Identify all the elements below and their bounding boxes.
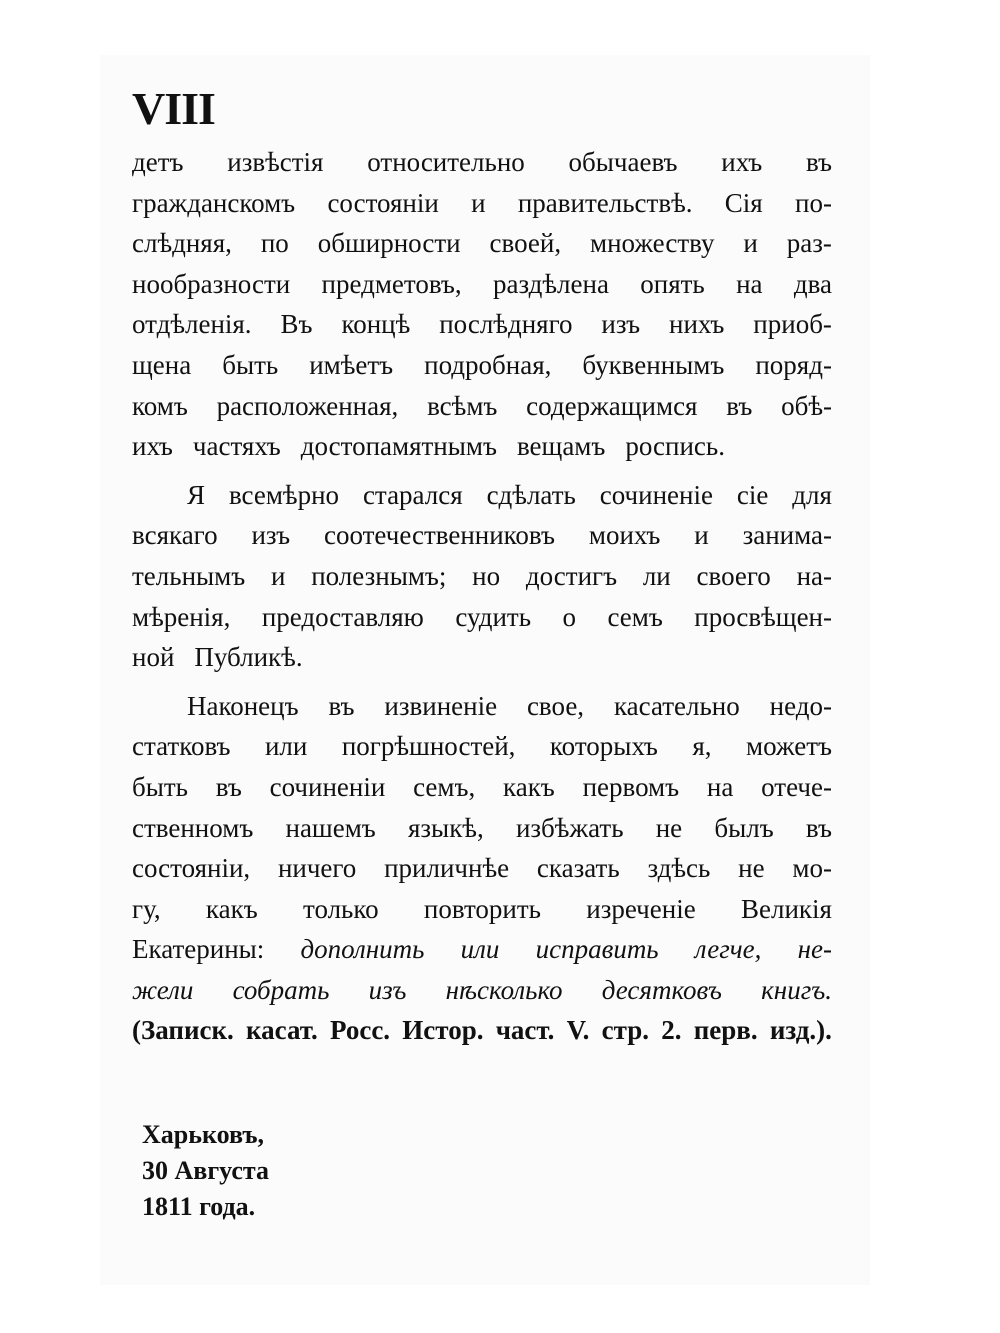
word: ничего <box>277 853 357 884</box>
word: мо- <box>792 853 832 884</box>
word: и <box>471 187 486 218</box>
text-line <box>132 767 832 808</box>
word: книгъ. <box>761 974 832 1005</box>
word: погрѣшностей, <box>341 731 516 762</box>
word: содержащимся <box>526 390 698 421</box>
body-text <box>132 142 832 1051</box>
word: извѣстія <box>227 147 324 177</box>
text-line <box>132 142 832 183</box>
word: дополнить <box>300 934 425 965</box>
text-line <box>132 686 832 727</box>
signature-year: 1811 года. <box>142 1192 256 1221</box>
word: сіе <box>736 479 769 510</box>
word: недо- <box>769 690 832 721</box>
word: обѣ- <box>781 390 832 421</box>
text-line <box>132 515 832 556</box>
paragraph-1 <box>132 142 832 467</box>
word: предметовъ, <box>321 268 462 299</box>
word: ной <box>132 642 175 673</box>
word: поряд- <box>755 349 832 380</box>
word: подробная, <box>424 349 552 380</box>
word: и <box>270 560 286 591</box>
word: можетъ <box>746 731 832 762</box>
word: относительно <box>367 147 525 177</box>
word: обширности <box>317 228 461 259</box>
text-line <box>132 223 832 264</box>
word: нѣсколько <box>445 974 563 1005</box>
word: отдѣленія. <box>132 309 252 340</box>
word: изъ <box>251 520 291 551</box>
word: но <box>472 560 501 591</box>
word: исправить <box>535 934 659 965</box>
word: о <box>562 601 576 632</box>
text-line <box>132 848 832 889</box>
word: ли <box>642 560 671 591</box>
word: своего <box>696 560 771 591</box>
word: послѣдняго <box>439 309 573 340</box>
word: въ <box>328 690 355 721</box>
word: тельнымъ <box>132 560 246 591</box>
word: Въ <box>280 309 313 340</box>
word: сочиненіе <box>599 479 713 510</box>
word: быть <box>222 349 279 380</box>
word: въ <box>726 390 753 421</box>
word: гражданскомъ <box>132 187 296 218</box>
word: въ <box>805 147 832 177</box>
word: касат. <box>246 1015 318 1046</box>
word: соотечественниковъ <box>324 520 555 551</box>
word: свое, <box>526 690 585 721</box>
word: какъ <box>503 771 555 802</box>
word: Публикѣ. <box>194 642 303 673</box>
word: ихъ <box>721 147 763 177</box>
word: сказать <box>536 853 620 884</box>
text-line <box>132 264 832 305</box>
word: касательно <box>613 690 740 721</box>
word: перв. <box>693 1015 758 1046</box>
word: какъ <box>205 893 258 924</box>
word: и <box>694 520 709 551</box>
word: по- <box>795 187 832 218</box>
word: предоставляю <box>261 601 424 632</box>
word: состояніи, <box>132 853 251 884</box>
word: раздѣлена <box>492 268 609 299</box>
word: семъ <box>607 601 663 632</box>
text-line <box>132 970 832 1011</box>
word: собрать <box>232 974 330 1005</box>
word: нашемъ <box>285 812 376 843</box>
text-line <box>132 726 832 767</box>
word: извиненіе <box>384 690 498 721</box>
word: здѣсь <box>647 853 711 884</box>
signature-date: 30 Августа <box>142 1156 269 1185</box>
word: былъ <box>714 812 774 843</box>
text-line <box>132 808 832 849</box>
word: жели <box>132 974 194 1005</box>
word: концѣ <box>341 309 411 340</box>
word: быть <box>132 771 188 802</box>
word: частяхъ <box>192 431 281 462</box>
word: судить <box>455 601 532 632</box>
word: комъ <box>132 390 188 421</box>
text-line <box>132 889 832 930</box>
word: Наконецъ <box>187 690 299 721</box>
word: 2. <box>661 1015 682 1046</box>
word: имѣетъ <box>309 349 394 380</box>
text-line <box>132 556 832 597</box>
text-line <box>132 929 832 970</box>
word: мѣренія, <box>132 601 231 632</box>
text-line <box>132 597 832 638</box>
word: моихъ <box>588 520 661 551</box>
word: языкѣ, <box>407 812 484 843</box>
word: сочиненіи <box>269 771 386 802</box>
word: всякаго <box>132 520 218 551</box>
word: занима- <box>742 520 832 551</box>
word: Я <box>187 479 206 510</box>
word: своей, <box>489 228 562 259</box>
word: легче, <box>694 934 762 965</box>
word: стр. <box>601 1015 649 1046</box>
word: и <box>743 228 758 259</box>
word: не <box>738 853 765 884</box>
word: для <box>792 479 832 510</box>
word: част. <box>495 1015 555 1046</box>
word: на <box>736 268 763 299</box>
word: избѣжать <box>515 812 624 843</box>
paragraph-gap <box>132 467 832 475</box>
text-line <box>132 183 832 224</box>
word: множеству <box>590 228 715 259</box>
word: изреченіе <box>586 893 696 924</box>
word: старался <box>362 479 463 510</box>
word: семъ, <box>413 771 476 802</box>
word: нихъ <box>669 309 725 340</box>
word: Великія <box>740 893 832 924</box>
word: нообразности <box>132 268 291 299</box>
word: изъ <box>368 974 407 1005</box>
word: обычаевъ <box>568 147 678 177</box>
word: просвѣщен- <box>694 601 832 632</box>
word: не- <box>797 934 832 965</box>
word: по <box>260 228 289 259</box>
word: всемѣрно <box>228 479 340 510</box>
signature-block <box>142 1117 269 1225</box>
text-line <box>132 386 832 427</box>
word: (Записк. <box>132 1015 234 1046</box>
word: Сія <box>724 187 763 218</box>
text-line <box>132 1010 832 1051</box>
word: расположенная, <box>216 390 399 421</box>
text-line <box>132 475 832 516</box>
word: щена <box>132 349 192 380</box>
paragraph-3 <box>132 686 832 1051</box>
word: всѣмъ <box>427 390 498 421</box>
word: детъ <box>132 147 184 177</box>
word: въ <box>805 812 832 843</box>
word: состояніи <box>327 187 439 218</box>
word: изъ <box>601 309 641 340</box>
word: гу, <box>132 893 161 924</box>
word: на <box>706 771 734 802</box>
word: ственномъ <box>132 812 254 843</box>
word: я, <box>692 731 712 762</box>
word: или <box>264 731 308 762</box>
paragraph-2 <box>132 475 832 678</box>
word: сдѣлать <box>486 479 576 510</box>
page-number: VIII <box>132 83 215 134</box>
word: буквеннымъ <box>582 349 725 380</box>
word: Росс. <box>330 1015 391 1046</box>
word: статковъ <box>132 731 231 762</box>
word: раз- <box>786 228 832 259</box>
signature-place: Харьковъ, <box>142 1120 265 1149</box>
text-line <box>132 304 832 345</box>
word: Истор. <box>402 1015 484 1046</box>
word: не <box>655 812 683 843</box>
word: вещамъ <box>516 431 606 462</box>
word: достигъ <box>525 560 618 591</box>
word: достопамятнымъ <box>300 431 497 462</box>
word: V. <box>566 1015 590 1046</box>
word: только <box>303 893 379 924</box>
word: повторить <box>423 893 541 924</box>
word: которыхъ <box>549 731 658 762</box>
word: въ <box>215 771 242 802</box>
word: приличнѣе <box>384 853 510 884</box>
word: правительствѣ. <box>517 187 693 218</box>
word: десятковъ <box>601 974 722 1005</box>
word: Екатерины: <box>132 934 265 965</box>
word: на- <box>796 560 832 591</box>
word: ихъ <box>132 431 173 462</box>
text-line <box>132 637 832 678</box>
word: полезнымъ; <box>311 560 447 591</box>
word: изд.). <box>769 1015 832 1046</box>
word: роспись. <box>625 431 725 462</box>
word: или <box>460 934 500 965</box>
text-line <box>132 426 832 467</box>
word: первомъ <box>582 771 680 802</box>
word: опять <box>640 268 705 299</box>
word: два <box>793 268 832 299</box>
word: приоб- <box>753 309 832 340</box>
word: отече- <box>761 771 832 802</box>
paragraph-gap <box>132 678 832 686</box>
text-line <box>132 345 832 386</box>
word: слѣдняя, <box>132 228 232 259</box>
